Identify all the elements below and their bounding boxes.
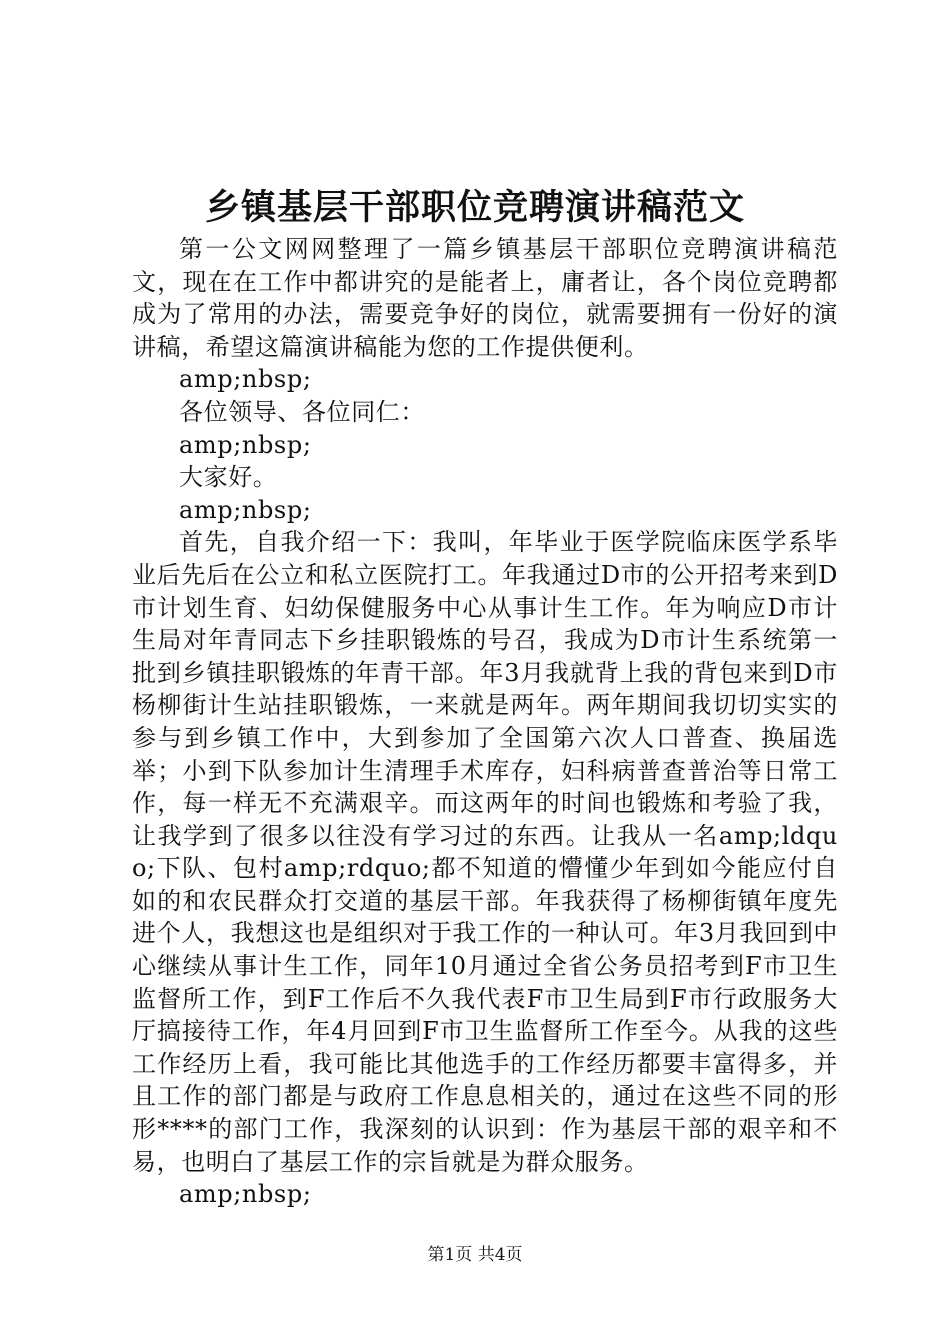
paragraph-spacer: amp;nbsp; [179, 1180, 312, 1209]
page-footer: 第1页 共4页 [427, 1245, 523, 1265]
paragraph-greeting: 大家好。 [179, 463, 278, 492]
paragraph-spacer: amp;nbsp; [179, 365, 312, 394]
paragraph-intro: 第一公文网网整理了一篇乡镇基层干部职位竞聘演讲稿范文，现在在工作中都讲究的是能者上，庸者让，各个岗位竞聘都成为了常用的办法，需要竞争好的岗位，就需要拥有一份好的演讲稿，希望这篇演讲稿能为您的工作提供便利。 [132, 235, 838, 361]
document-body [132, 233, 838, 1211]
paragraph-salutation: 各位领导、各位同仁： [179, 397, 425, 426]
paragraph-spacer: amp;nbsp; [179, 430, 312, 459]
paragraph-spacer: amp;nbsp; [179, 495, 312, 524]
document-title: 乡镇基层干部职位竞聘演讲稿范文 [204, 187, 745, 228]
paragraph-self-introduction: 首先，自我介绍一下：我叫，年毕业于医学院临床医学系毕业后先后在公立和私立医院打工。年我通过D市的公开招考来到D市计划生育、妇幼保健服务中心从事计生工作。年为响应D市计生局对年青同志下乡挂职锻炼的号召，我成为D市计生系统第一批到乡镇挂职锻炼的年青干部。年3月我就背上我的背包来到D市杨柳街计生站挂职锻炼，一来就是两年。两年期间我切切实实的参与到乡镇工作中，大到参加了全国第六次人口普查、换届选举；小到下队参加计生清理手术库存，妇科病普查普治等日常工作，每一样无不充满艰辛。而这两年的时间也锻炼和考验了我，让我学到了很多以往没有学习过的东西。让我从一名amp;ldquo;下队、包村amp;rdquo;都不知道的懵懂少年到如今能应付自如的和农民群众打交道的基层干部。年我获得了杨柳街镇年度先进个人，我想这也是组织对于我工作的一种认可。年3月我回到中心继续从事计生工作，同年10月通过全省公务员招考到F市卫生监督所工作，到F工作后不久我代表F市卫生局到F市行政服务大厅搞接待工作，年4月回到F市卫生监督所工作至今。从我的这些工作经历上看，我可能比其他选手的工作经历都要丰富得多，并且工作的部门都是与政府工作息息相关的，通过在这些不同的形形****的部门工作，我深刻的认识到：作为基层干部的艰辛和不易，也明白了基层工作的宗旨就是为群众服务。 [132, 528, 838, 1176]
